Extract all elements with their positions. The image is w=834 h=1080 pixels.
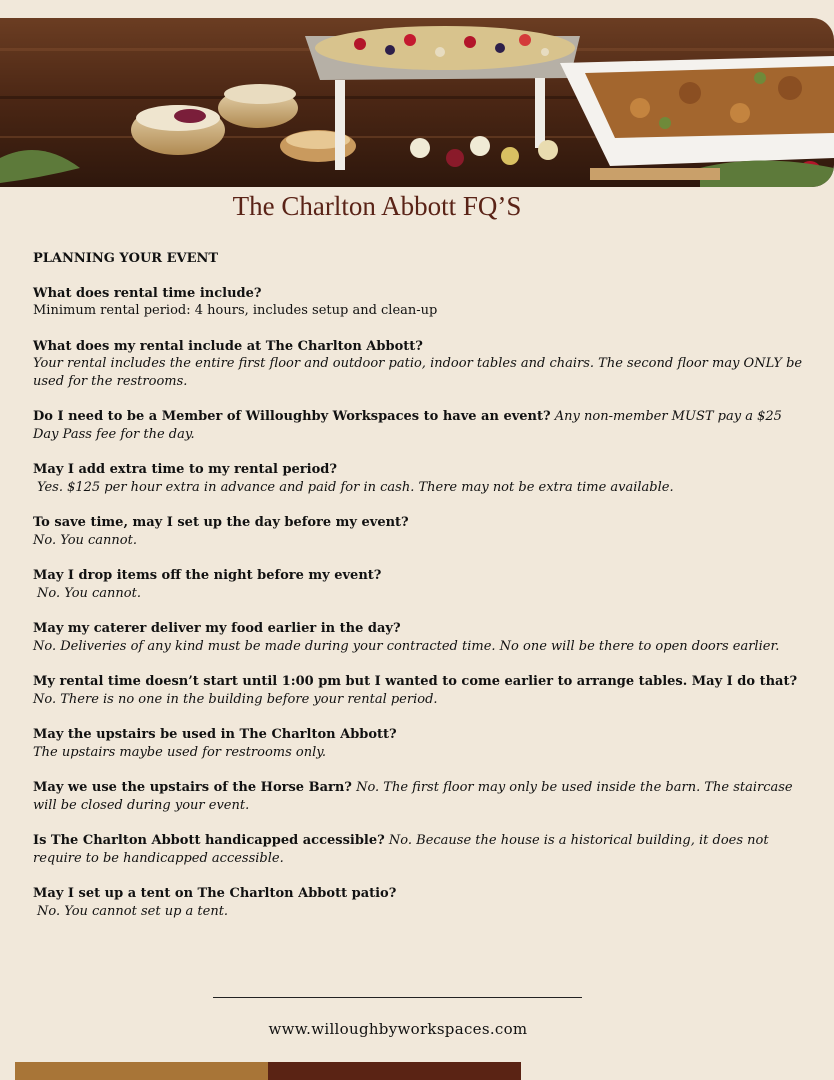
faq-item — [33, 832, 808, 867]
faq-question: May I add extra time to my rental period? — [33, 462, 337, 477]
faq-question: Do I need to be a Member of Willoughby Workspaces to have an event? — [33, 409, 551, 424]
faq-question: May my caterer deliver my food earlier in the day? — [33, 621, 401, 636]
faq-answer: No. You cannot. — [37, 585, 141, 601]
faq-answer: Your rental includes the entire first floor and outdoor patio, indoor tables and chairs. The second floor may ONLY be used for the restrooms. — [33, 356, 803, 389]
faq-item — [33, 514, 808, 549]
faq-answer: No. You cannot. — [33, 532, 137, 548]
footer-divider — [213, 997, 582, 998]
faq-content — [33, 250, 808, 938]
faq-question: Is The Charlton Abbott handicapped accessible? — [33, 833, 385, 848]
faq-question: May I drop items off the night before my event? — [33, 568, 382, 583]
page-title: The Charlton Abbott FQ’S — [232, 191, 522, 221]
faq-answer: Any non-member MUST pay a $25 Day Pass fee for the day. — [33, 409, 782, 442]
faq-answer: No. Because the house is a historical building, it does not require to be handicapped accessible. — [33, 833, 769, 866]
faq-answer: Yes. $125 per hour extra in advance and paid for in cash. There may not be extra time available. — [37, 479, 674, 495]
faq-question: May the upstairs be used in The Charlton Abbott? — [33, 727, 397, 742]
faq-answer: No. There is no one in the building before your rental period. — [33, 691, 438, 707]
hero-food-photo — [0, 18, 834, 187]
faq-question: My rental time doesn’t start until 1:00 pm but I wanted to come earlier to arrange tables. May I do that? — [33, 674, 798, 689]
section-heading: PLANNING YOUR EVENT — [33, 251, 219, 266]
faq-answer: No. You cannot set up a tent. — [37, 903, 229, 919]
footer-bar-tan — [15, 1062, 268, 1080]
faq-item — [33, 885, 808, 920]
faq-item — [33, 779, 808, 814]
faq-item — [33, 673, 808, 708]
faq-question: What does rental time include? — [33, 285, 262, 301]
faq-item — [33, 461, 808, 496]
faq-item — [33, 338, 808, 391]
faq-answer: No. Deliveries of any kind must be made during your contracted time. No one will be there to open doors earlier. — [33, 638, 780, 654]
faq-item — [33, 408, 808, 443]
faq-question: What does my rental include at The Charlton Abbott? — [33, 338, 423, 354]
faq-item — [33, 285, 808, 320]
faq-question: May I set up a tent on The Charlton Abbott patio? — [33, 886, 397, 901]
faq-item — [33, 567, 808, 602]
faq-item — [33, 620, 808, 655]
faq-answer: The upstairs maybe used for restrooms only. — [33, 744, 327, 760]
faq-answer: Minimum rental period: 4 hours, includes setup and clean-up — [33, 303, 438, 318]
faq-answer: No. The first floor may only be used inside the barn. The staircase will be closed during your event. — [33, 780, 793, 813]
faq-item — [33, 726, 808, 761]
footer-bar-brown — [268, 1062, 521, 1080]
faq-question: To save time, may I set up the day before my event? — [33, 515, 409, 530]
faq-question: May we use the upstairs of the Horse Barn? — [33, 780, 352, 795]
website-link[interactable]: www.willoughbyworkspaces.com — [268, 1020, 528, 1038]
